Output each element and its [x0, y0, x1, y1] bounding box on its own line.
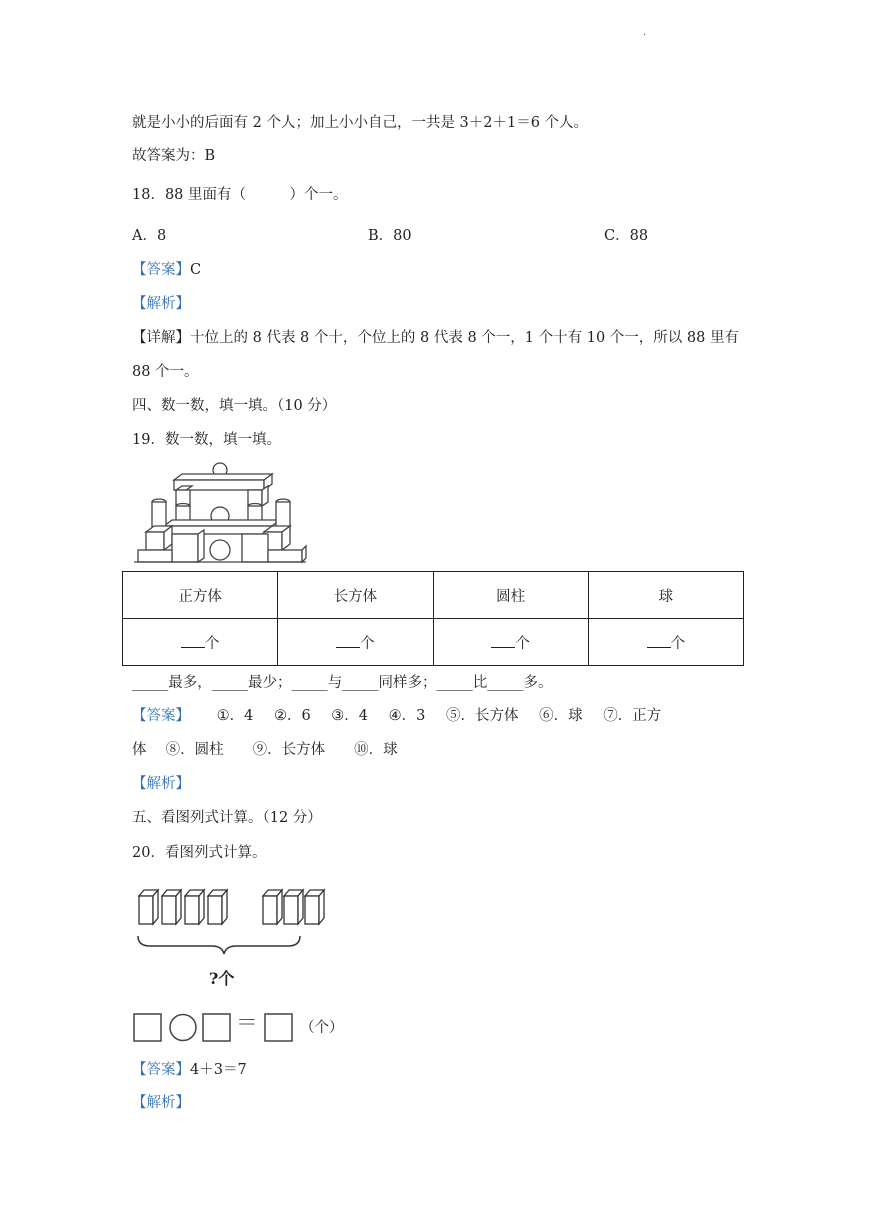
text-line-2: 故答案为：B — [132, 148, 216, 164]
answer-item: ⑥．球 — [539, 708, 583, 724]
text-line-1: 就是小小的后面有 2 个人；加上小小自己，一共是 3＋2＋1＝6 个人。 — [132, 115, 589, 131]
table-row — [123, 619, 744, 666]
cube-icon — [305, 890, 324, 924]
answer-value: C — [190, 262, 202, 278]
table-header-row — [123, 572, 744, 619]
answer-box — [134, 1014, 161, 1041]
q18-option-b: B．80 — [368, 228, 412, 244]
unit-label: 个 — [204, 635, 220, 652]
q19-answer-cont: 体 ⑧．圆柱 ⑨．长方体 ⑩．球 — [132, 742, 398, 758]
answer-item: ②．6 — [273, 708, 311, 724]
q18-detail — [132, 328, 739, 348]
q18-option-c: C．88 — [604, 228, 649, 244]
question-19: 19．数一数，填一填。 — [132, 432, 281, 448]
fill-blank[interactable] — [647, 633, 671, 648]
answer-box — [265, 1014, 292, 1041]
section-4-heading: 四、数一数，填一填。（10 分） — [132, 398, 337, 414]
unit-label: （个） — [300, 1020, 344, 1036]
brace-icon — [138, 936, 300, 954]
q18-detail-cont: 88 个一。 — [132, 364, 199, 380]
question-mark-label: ?个 — [209, 969, 235, 988]
answer-value: 4＋3＝7 — [190, 1062, 247, 1078]
table-cell-blank — [433, 619, 588, 666]
detail-text: 十位上的 8 代表 8 个十，个位上的 8 代表 8 个一，1 个十有 10 个一，所以 88 里有 — [190, 330, 739, 346]
answer-tag: 【答案】 — [132, 1062, 190, 1078]
answer-box — [203, 1014, 230, 1041]
section-5-heading: 五、看图列式计算。（12 分） — [132, 810, 322, 826]
answer-item: ⑦．正方 — [603, 708, 662, 724]
q20-answer — [132, 1060, 247, 1080]
fill-blank[interactable] — [491, 633, 515, 648]
table-header-cell: 正方体 — [123, 572, 278, 619]
question-18: 18．88 里面有（ ）个一。 — [132, 187, 348, 203]
table-cell-blank — [278, 619, 433, 666]
table-cell-blank — [588, 619, 743, 666]
answer-item: ⑤．长方体 — [445, 708, 519, 724]
cube-icon — [162, 890, 181, 924]
cube-icon — [185, 890, 204, 924]
q20-analysis-tag: 【解析】 — [132, 1095, 190, 1111]
header-mark: · — [643, 30, 647, 41]
question-20: 20．看图列式计算。 — [132, 845, 267, 861]
table-header-cell: 圆柱 — [433, 572, 588, 619]
unit-label: 个 — [360, 635, 375, 652]
block-building-figure — [132, 458, 307, 566]
table-header-cell: 长方体 — [278, 572, 433, 619]
q19-analysis-tag: 【解析】 — [132, 776, 190, 792]
q19-answer — [132, 706, 661, 726]
fill-blank[interactable] — [336, 633, 360, 648]
answer-tag: 【答案】 — [132, 262, 190, 278]
answer-item: ③．4 — [331, 708, 369, 724]
detail-tag: 【详解】 — [132, 330, 190, 346]
table-header-cell: 球 — [588, 572, 743, 619]
fill-blank[interactable] — [181, 633, 205, 648]
answer-item: ④．3 — [388, 708, 426, 724]
q18-answer — [132, 260, 201, 280]
unit-label: 个 — [515, 635, 530, 652]
q19-fill-line: _____最多，_____最少；_____与_____同样多；_____比_____多。 — [132, 675, 553, 691]
cube-icon — [263, 890, 282, 924]
answer-tag: 【答案】 — [132, 708, 190, 724]
cube-icon — [139, 890, 158, 924]
q18-analysis-tag: 【解析】 — [132, 296, 190, 312]
equals-sign: ＝ — [236, 1011, 259, 1036]
equation-figure — [132, 1012, 302, 1044]
unit-label: 个 — [670, 635, 686, 652]
cube-icon — [284, 890, 303, 924]
count-table — [122, 571, 744, 666]
operator-circle — [170, 1015, 196, 1041]
answer-item: ①．4 — [216, 708, 254, 724]
q18-option-a: A．8 — [132, 228, 167, 244]
cube-icon — [208, 890, 227, 924]
table-cell-blank — [123, 619, 278, 666]
